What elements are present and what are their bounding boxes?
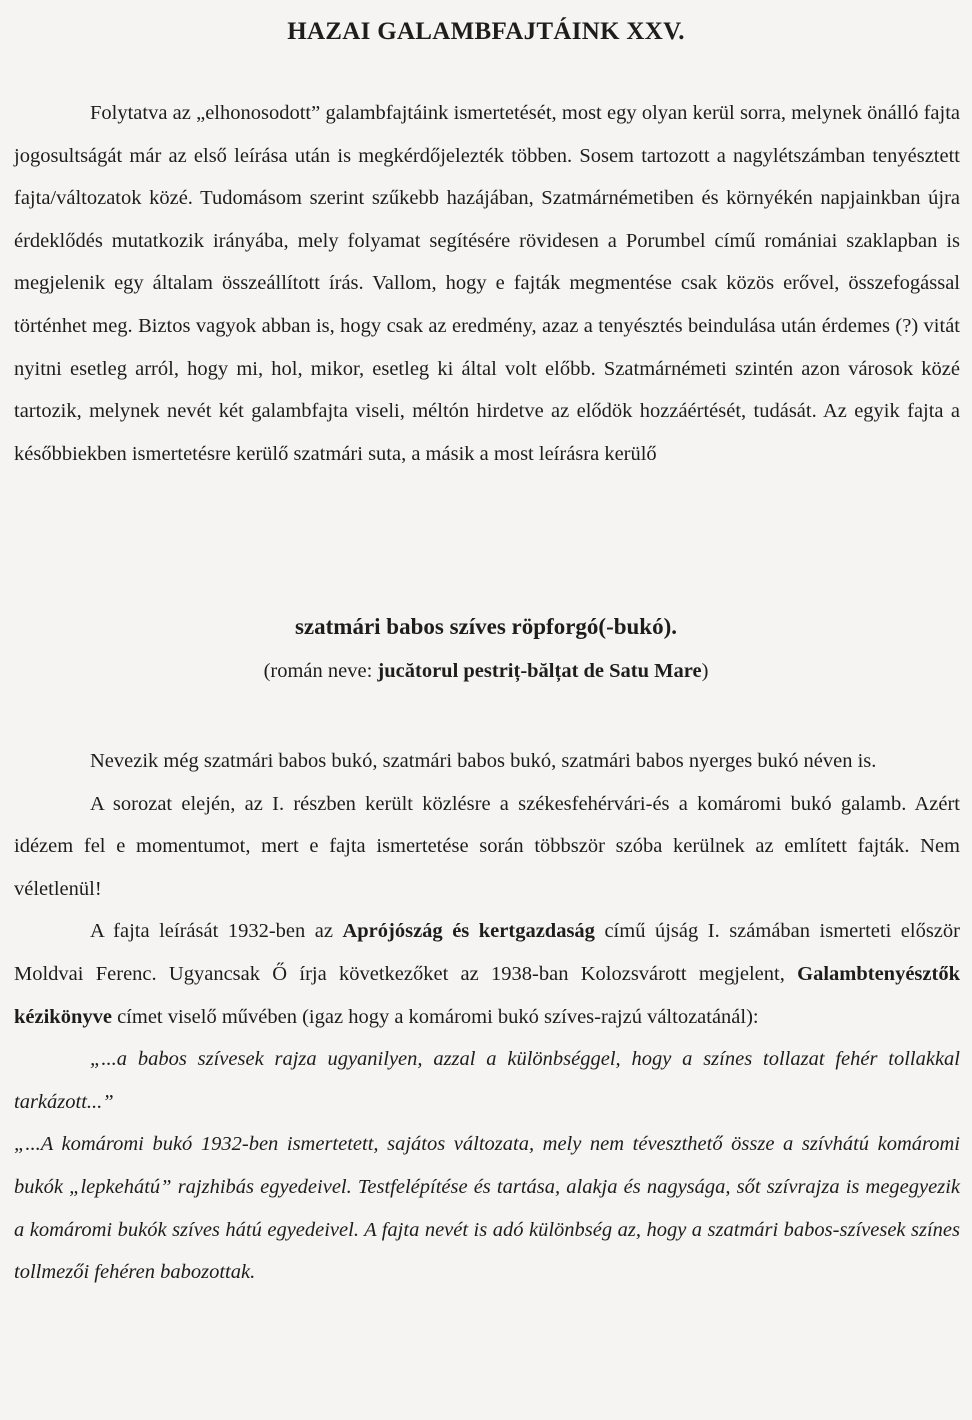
romanian-name-line bbox=[0, 660, 972, 683]
book-title: Galambtenyésztők kézikönyve bbox=[14, 962, 960, 1028]
quote-2: „...A komáromi bukó 1932-ben ismertetett, sajátos változata, mely nem téveszthető össze a szívhátú komáromi bukók „lepkehátú” rajzhibás egyedeivel. Testfelépítése és tartása, alakja és nagysága, sőt szívrajza is megegyezik a komáromi bukók szíves hátú egyedeivel. A fajta nevét is adó különbség az, hogy a szatmári babos-szívesek színes tollmezői fehéren babozottak. bbox=[14, 1133, 960, 1284]
series-paragraph: A sorozat elején, az I. részben került közlésre a székesfehérvári-és a komáromi bukó galamb. Azért idézem fel e momentumot, mert e fajta ismertetése során többször szóba kerülnek az említett fajták. Nem véletlenül! bbox=[14, 792, 960, 900]
history-paragraph bbox=[14, 910, 960, 1038]
romanian-name-suffix: ) bbox=[701, 660, 709, 682]
romanian-name-prefix: (román neve: bbox=[263, 660, 378, 682]
page-title: HAZAI GALAMBFAJTÁINK XXV. bbox=[287, 18, 685, 45]
history-text-3: címet viselő művében (igaz hogy a komáromi bukó szíves-rajzú változatánál): bbox=[111, 1005, 759, 1028]
quote-1: „...a babos szívesek rajza ugyanilyen, azzal a különbséggel, hogy a színes tollazat fehér tollakkal tarkázott...” bbox=[14, 1048, 960, 1113]
breed-title: szatmári babos szíves röpforgó(-bukó). bbox=[294, 614, 678, 639]
newspaper-title: Aprójószág és kertgazdaság bbox=[342, 920, 595, 943]
names-paragraph: Nevezik még szatmári babos bukó, szatmári babos bukó, szatmári babos nyerges bukó néven is. bbox=[90, 750, 877, 772]
history-text-1: A fajta leírását 1932-ben az bbox=[90, 920, 343, 943]
intro-paragraph: Folytatva az „elhonosodott” galambfajtáink ismertetését, most egy olyan kerül sorra, melynek önálló fajta jogosultságát már az első leírása után is megkérdőjelezték többen. Sosem tartozott a nagylétszámban tenyésztett fajta/változatok közé. Tudomásom szerint szűkebb hazájában, Szatmárnémetiben és környékén napjainkban újra érdeklődés mutatkozik irányába, mely folyamat segítésére rövidesen a Porumbel című romániai szaklapban is megjelenik egy általam összeállított írás. Vallom, hogy e fajták megmentése csak közös erővel, összefogással történhet meg. Biztos vagyok abban is, hogy csak az eredmény, azaz a tenyésztés beindulása után érdemes (?) vitát nyitni esetleg arról, hogy mi, hol, mikor, esetleg ki által volt előbb. Szatmárnémeti szintén azon városok közé tartozik, melynek nevét két galambfajta viseli, méltón hirdetve az elődök hozzáértését, tudását. Az egyik fajta a későbbiekben ismertetésre kerülő szatmári suta, a másik a most leírásra kerülő bbox=[14, 102, 960, 465]
history-text-2: című újság I. számában ismerteti először Moldvai Ferenc. Ugyancsak Ő írja következőket az 1938-ban Kolozsvárott megjelent, bbox=[14, 920, 960, 985]
main-text bbox=[14, 740, 960, 1294]
romanian-name: jucătorul pestriț-bălțat de Satu Mare bbox=[377, 660, 702, 682]
